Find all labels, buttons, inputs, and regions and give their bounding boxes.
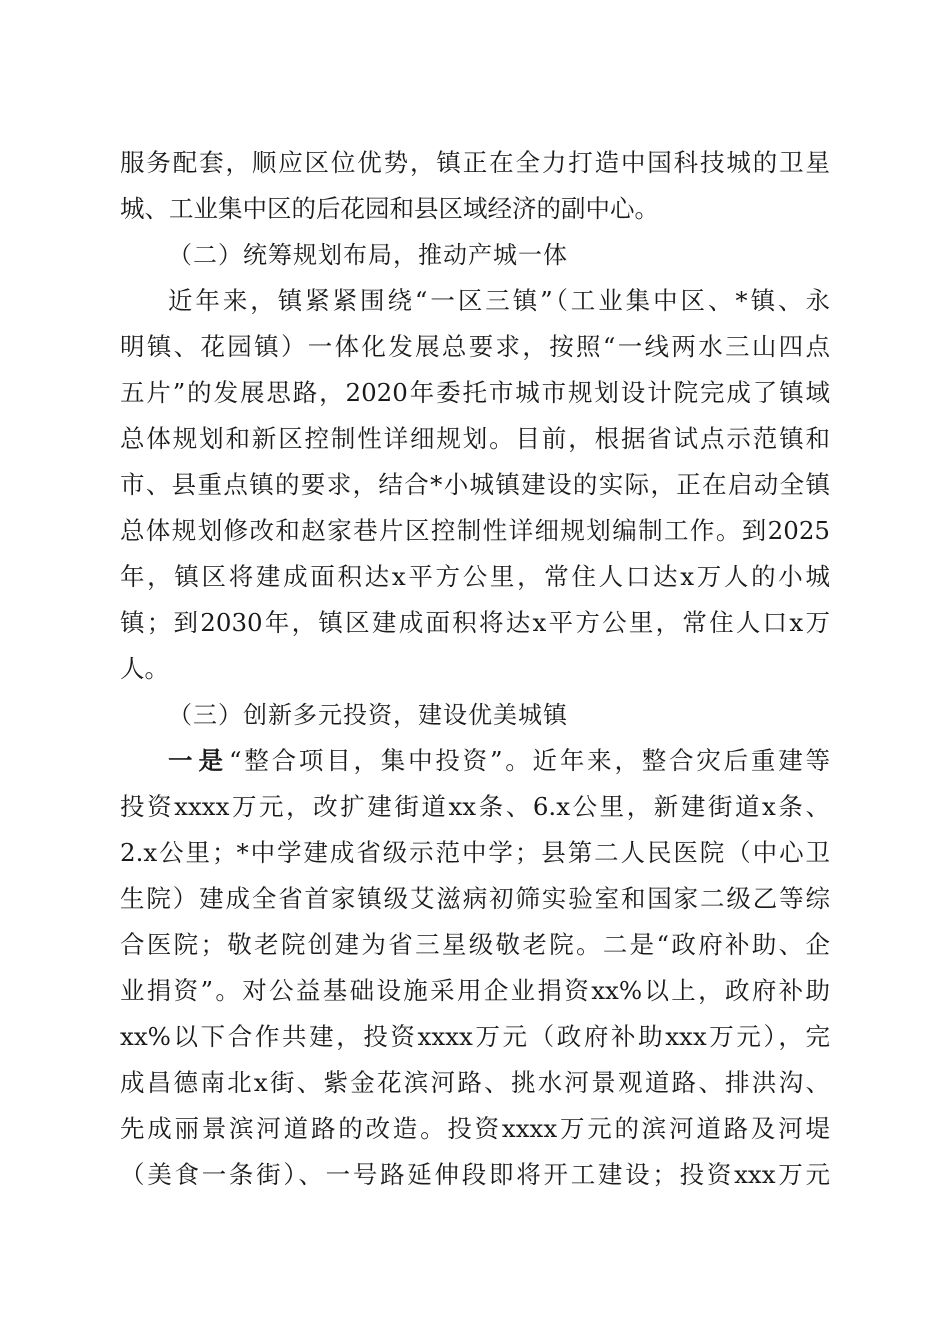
section-heading-2: （二）统筹规划布局，推动产城一体: [168, 241, 568, 269]
paragraph-line: 明镇、花园镇）一体化发展总要求，按照“一线两水三山四点: [120, 332, 830, 361]
paragraph-line: 五片”的发展思路，2020年委托市城市规划设计院完成了镇域: [120, 378, 830, 407]
paragraph-line-rest: “整合项目，集中投资”。近年来，整合灾后重建等: [229, 746, 830, 775]
paragraph-line-first: [168, 741, 830, 781]
paragraph-line: 服务配套，顺应区位优势，镇正在全力打造中国科技城的卫星: [120, 148, 830, 177]
bold-prefix: 一是: [168, 746, 229, 775]
paragraph-line: 成昌德南北x街、紫金花滨河路、挑水河景观道路、排洪沟、: [120, 1068, 830, 1097]
paragraph-line: 镇；到2030年，镇区建成面积将达x平方公里，常住人口x万: [120, 608, 830, 637]
paragraph-line: 市、县重点镇的要求，结合*小城镇建设的实际，正在启动全镇: [120, 470, 830, 499]
paragraph-line: 城、工业集中区的后花园和县区域经济的副中心。: [120, 194, 659, 223]
paragraph-line: 业捐资”。对公益基础设施采用企业捐资xx%以上，政府补助: [120, 976, 830, 1005]
paragraph-line: xx%以下合作共建，投资xxxx万元（政府补助xxx万元），完: [120, 1022, 830, 1051]
section-heading-3: （三）创新多元投资，建设优美城镇: [168, 701, 568, 729]
paragraph-line: 近年来，镇紧紧围绕“一区三镇”（工业集中区、*镇、永: [168, 286, 830, 315]
paragraph-line: 生院）建成全省首家镇级艾滋病初筛实验室和国家二级乙等综: [120, 884, 830, 913]
paragraph-line: 2.x公里；*中学建成省级示范中学；县第二人民医院（中心卫: [120, 838, 830, 867]
paragraph-line: 人。: [120, 654, 169, 683]
paragraph-line: 年，镇区将建成面积达x平方公里，常住人口达x万人的小城: [120, 562, 830, 591]
paragraph-line: 投资xxxx万元，改扩建街道xx条、6.x公里，新建街道x条、: [120, 792, 830, 821]
paragraph-line: 先成丽景滨河道路的改造。投资xxxx万元的滨河道路及河堤: [120, 1114, 830, 1143]
paragraph-line: 总体规划和新区控制性详细规划。目前，根据省试点示范镇和: [120, 424, 830, 453]
paragraph-line: 总体规划修改和赵家巷片区控制性详细规划编制工作。到2025: [120, 516, 830, 545]
paragraph-line: 合医院；敬老院创建为省三星级敬老院。二是“政府补助、企: [120, 930, 830, 959]
paragraph-line: （美食一条街）、一号路延伸段即将开工建设；投资xxx万元: [120, 1160, 830, 1189]
